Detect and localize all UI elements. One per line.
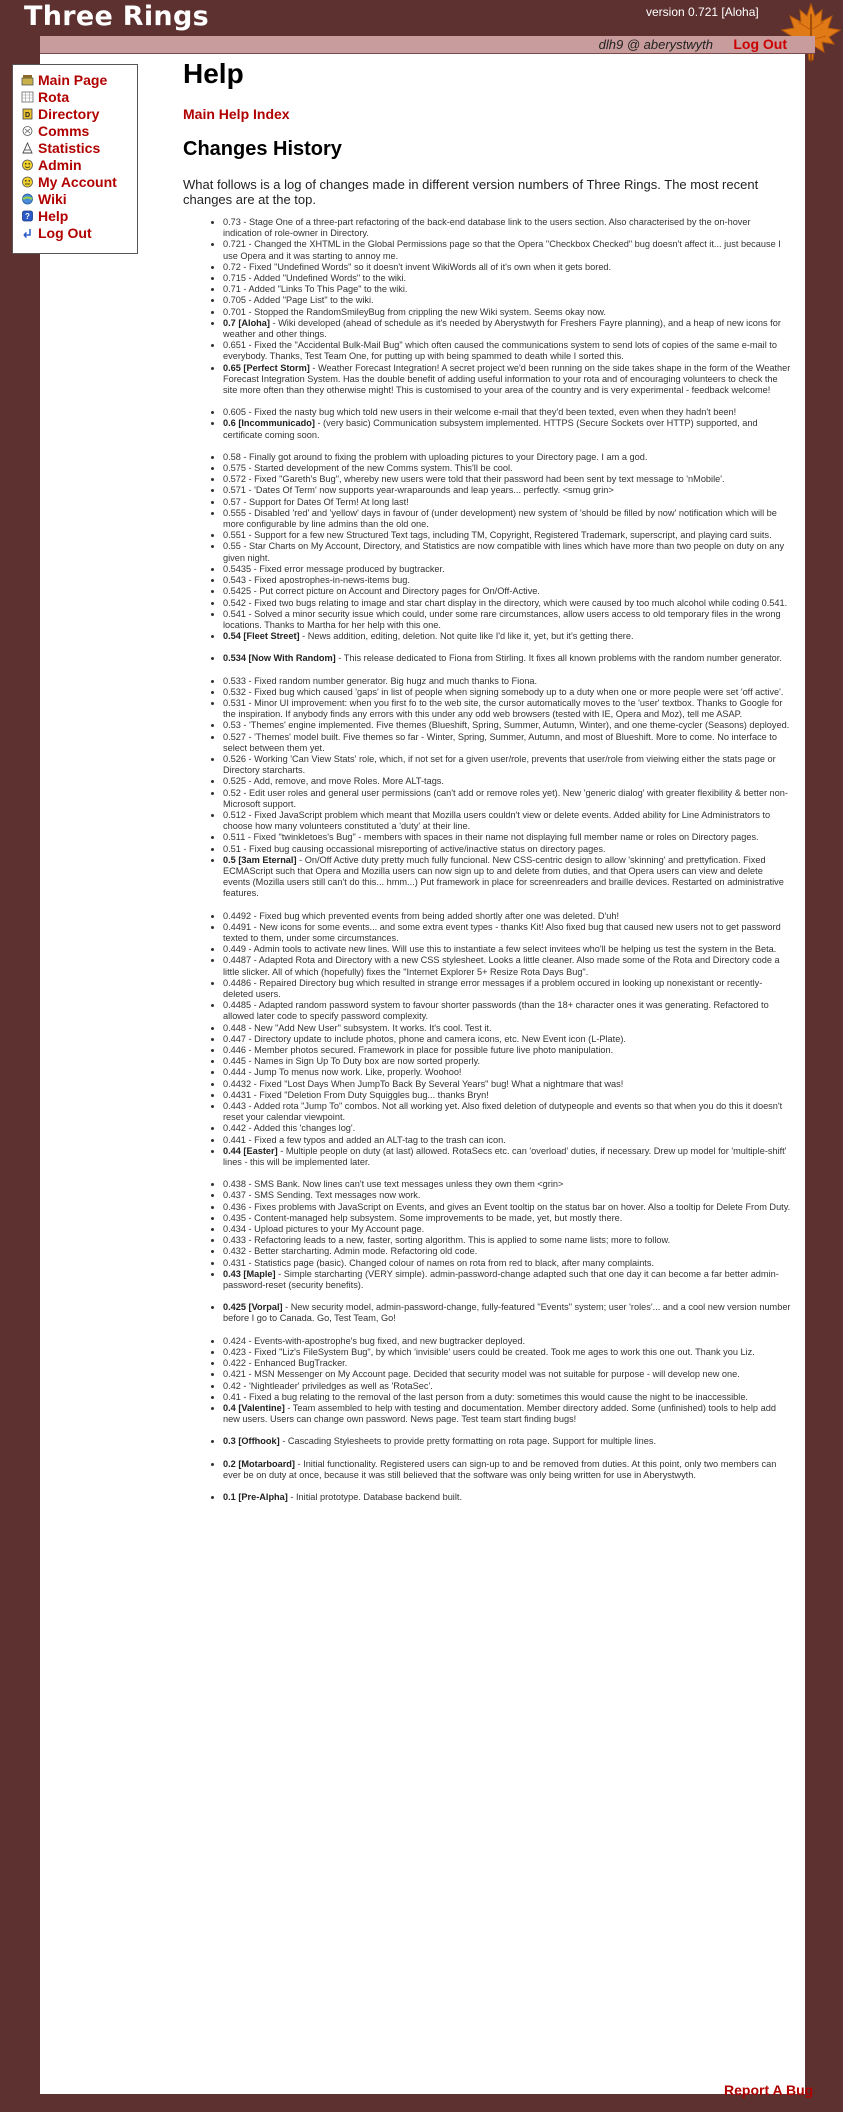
change-item: [223, 810, 791, 832]
change-text: 0.437 - SMS Sending. Text messages now work.: [223, 1190, 421, 1201]
version-name: 0.3 [Offhook]: [223, 1436, 280, 1447]
change-text: 0.4432 - Fixed "Lost Days When JumpTo Back By Several Years" bug! What a nightmare that was!: [223, 1078, 624, 1089]
nav-help[interactable]: [21, 207, 137, 224]
change-text: 0.715 - Added "Undefined Words" to the wiki.: [223, 273, 407, 284]
main-nav: [12, 64, 138, 254]
rota-grid-icon: [21, 91, 34, 103]
change-item: [223, 295, 791, 306]
change-item: [223, 217, 791, 239]
change-text: 0.449 - Admin tools to activate new lines. Will use this to instantiate a few select invitees who'll be helping us test the system in the Beta.: [223, 944, 777, 955]
change-text: 0.57 - Support for Dates Of Term! At long last!: [223, 496, 409, 507]
changes-list: [183, 217, 791, 1503]
home-icon: [21, 74, 34, 86]
change-text: 0.4487 - Adapted Rota and Directory with a new CSS stylesheet. Looks a little cleaner. Also made some of the Rota and Directory code a little slicker. All of which (hopefully) fixes the "Internet Explorer 5+ Resize Rota Days Bug".: [223, 955, 780, 977]
change-text: 0.435 - Content-managed help subsystem. Some improvements to be made, yet, but mostly there.: [223, 1212, 623, 1223]
top-bar: [0, 0, 843, 36]
change-item: [223, 463, 791, 474]
change-text: 0.541 - Solved a minor security issue which could, under some rare circumstances, allow users access to old temporary files in the wrong locations. Thanks to Martha for her help with this one.: [223, 608, 781, 630]
change-text: 0.705 - Added "Page List" to the wiki.: [223, 295, 374, 306]
change-text: 0.431 - Statistics page (basic). Changed colour of names on rota from red to black, after many complaints.: [223, 1257, 655, 1268]
page-title: Help: [183, 58, 244, 89]
change-text: 0.436 - Fixes problems with JavaScript on Events, and gives an Event tooltip on the status bar on hover. Also a tooltip for Delete From Duty.: [223, 1201, 791, 1212]
change-item: [223, 732, 791, 754]
change-text: - Multiple people on duty (at last) allowed. RotaSecs etc. can 'overload' duties, if necessary. Drew up model for 'multiple-shift' lines - this will be implemented later.: [223, 1145, 787, 1168]
change-text: 0.701 - Stopped the RandomSmileyBug from crippling the new Wiki system. Seems okay now.: [223, 306, 606, 317]
nav-log-out[interactable]: [21, 224, 137, 241]
directory-book-icon: [21, 108, 34, 120]
change-text: - News addition, editing, deletion. Not quite like I'd like it, yet, but it's getting there.: [299, 631, 634, 642]
change-text: 0.444 - Jump To menus now work. Like, properly. Woohoo!: [223, 1067, 462, 1078]
change-item: [223, 1056, 791, 1067]
nav-wiki[interactable]: [21, 190, 137, 207]
change-item: [223, 1459, 791, 1481]
change-text: 0.442 - Added this 'changes log'.: [223, 1123, 356, 1134]
wiki-icon: [21, 193, 34, 205]
change-item: [223, 776, 791, 787]
version-name: 0.425 [Vorpal]: [223, 1302, 283, 1313]
change-item: [223, 911, 791, 922]
change-item: [223, 1358, 791, 1369]
change-item: [223, 239, 791, 261]
change-text: 0.5435 - Fixed error message produced by bugtracker.: [223, 563, 445, 574]
change-item: [223, 575, 791, 586]
change-item: [223, 1101, 791, 1123]
nav-admin[interactable]: [21, 156, 137, 173]
change-item: [223, 687, 791, 698]
change-text: 0.446 - Member photos secured. Framework in place for possible future live photo manipulation.: [223, 1045, 614, 1056]
change-item: [223, 1235, 791, 1246]
version-name: 0.54 [Fleet Street]: [223, 631, 300, 642]
change-item: [223, 1269, 791, 1291]
main-content: [183, 54, 791, 1503]
change-text: 0.443 - Added rota "Jump To" combos. Not all working yet. Also fixed deletion of dutypeople and events so that when you do this it doesn't reset your calendar viewpoint.: [223, 1101, 783, 1123]
change-text: - (very basic) Communication subsystem implemented. HTTPS (Secure Sockets over HTTP) supported, and certificate coming soon.: [223, 418, 758, 440]
change-text: 0.433 - Refactoring leads to a new, faster, sorting algorithm. This is applied to some name lists; more to follow.: [223, 1235, 671, 1246]
version-name: 0.1 [Pre-Alpha]: [223, 1491, 288, 1502]
change-item: [223, 788, 791, 810]
nav-label-log-out: Log Out: [38, 224, 92, 241]
change-text: 0.5425 - Put correct picture on Account and Directory pages for On/Off-Active.: [223, 586, 540, 597]
change-text: 0.575 - Started development of the new Comms system. This'll be cool.: [223, 463, 513, 474]
change-item: [223, 1392, 791, 1403]
change-item: [223, 1079, 791, 1090]
change-item: [223, 676, 791, 687]
change-item: [223, 586, 791, 597]
nav-label-statistics: Statistics: [38, 139, 101, 156]
change-item: [223, 698, 791, 720]
change-text: 0.447 - Directory update to include photos, phone and camera icons, etc. New Event icon (L-Plate).: [223, 1033, 626, 1044]
change-text: 0.445 - Names in Sign Up To Duty box are now sorted properly.: [223, 1056, 481, 1067]
change-text: - This release dedicated to Fiona from Stirling. It fixes all known problems with the random number generator.: [335, 653, 782, 664]
nav-label-admin: Admin: [38, 156, 82, 173]
change-item: [223, 1258, 791, 1269]
version-name: 0.534 [Now With Random]: [223, 653, 336, 664]
change-text: - Weather Forecast Integration! A secret project we'd been running on the side takes shape in the form of the Weather Forecast Integration System. Has the double benefit of adding useful information to your rota and of encouraging volunteers to check the site more often than they otherwise might! This is customised to your area of the country and is very experimental - feedback welcome!: [223, 362, 791, 396]
intro-text: What follows is a log of changes made in different version numbers of Three Rings. The most recent changes are at the top.: [183, 177, 759, 207]
nav-label-main-page: Main Page: [38, 71, 108, 88]
report-bug-link[interactable]: Report A Bug: [724, 2082, 814, 2098]
change-item: [223, 1336, 791, 1347]
nav-label-help: Help: [38, 207, 69, 224]
change-item: [223, 530, 791, 541]
change-item: [223, 1023, 791, 1034]
logout-arrow-icon: [21, 227, 34, 239]
current-user: dlh9 @ aberystwyth: [598, 37, 713, 52]
nav-label-my-account: My Account: [38, 173, 117, 190]
change-item: [223, 1213, 791, 1224]
change-item: [223, 1000, 791, 1022]
change-item: [223, 944, 791, 955]
statistics-icon: [21, 142, 34, 154]
version-name: 0.43 [Maple]: [223, 1268, 276, 1279]
change-item: [223, 307, 791, 318]
nav-my-account[interactable]: [21, 173, 137, 190]
nav-label-wiki: Wiki: [38, 190, 67, 207]
change-item: [223, 1246, 791, 1257]
change-item: [223, 273, 791, 284]
change-text: 0.72 - Fixed "Undefined Words" so it doesn't invent WikiWords all of it's own when it gets bored.: [223, 261, 612, 272]
change-text: 0.651 - Fixed the "Accidental Bulk-Mail Bug" which often caused the communications system to send lots of copies of the same e-mail to everybody. Thanks, Test Team One, for putting up with being spammed to death while I sorted this.: [223, 340, 777, 362]
change-text: 0.55 - Star Charts on My Account, Directory, and Statistics are now compatible with lines which have more than two people on duty on any given night.: [223, 541, 785, 563]
version-name: 0.65 [Perfect Storm]: [223, 362, 310, 373]
change-item: [223, 1090, 791, 1101]
change-item: [223, 922, 791, 944]
app-title: Three Rings: [24, 1, 209, 32]
nav-main-page[interactable]: [21, 71, 137, 88]
change-item: [223, 1067, 791, 1078]
change-text: 0.53 - 'Themes' engine implemented. Five themes (Blueshift, Spring, Summer, Autumn, Winter), and one theme-cycler (Seasons) deployed.: [223, 720, 790, 731]
change-text: 0.605 - Fixed the nasty bug which told new users in their welcome e-mail that they'd been texted, even when they hadn't been!: [223, 407, 737, 418]
change-text: 0.571 - 'Dates Of Term' now supports year-wraparounds and leap years... perfectly. <smug grin>: [223, 485, 614, 496]
change-text: 0.4431 - Fixed "Deletion From Duty Squiggles bug... thanks Bryn!: [223, 1089, 489, 1100]
change-item: [223, 1179, 791, 1190]
change-item: [223, 363, 791, 397]
version-name: 0.7 [Aloha]: [223, 317, 270, 328]
change-item: [223, 262, 791, 273]
change-item: [223, 340, 791, 362]
change-text: 0.71 - Added "Links To This Page" to the wiki.: [223, 284, 408, 295]
change-text: - New security model, admin-password-change, fully-featured "Events" system; user 'roles'... and a cool new version number before I go to Canada. Go, Test Team, Go!: [223, 1302, 791, 1324]
svg-text:?: ?: [25, 211, 30, 221]
change-item: [223, 1347, 791, 1358]
change-text: 0.531 - Minor UI improvement: when you first fo to the web site, the cursor automatically moves to the 'user' textbox. Thanks to Google for the inspiration. If anybody finds any errors with this under any odd web browsers (tested with IE, Opera and Moz), tell me ASAP.: [223, 697, 783, 720]
change-text: 0.526 - Working 'Can View Stats' role, which, if not set for a given user/role, prevents that user/role from vieiwing either the stats page or Directory starcharts.: [223, 753, 776, 776]
change-text: - Wiki developed (ahead of schedule as it's needed by Aberystwyth for Freshers Fayre planning), and a heap of new icons for weather and other things.: [223, 317, 781, 340]
change-item: [223, 407, 791, 418]
change-text: 0.432 - Better starcharting. Admin mode. Refactoring old code.: [223, 1246, 478, 1257]
help-icon: [21, 210, 34, 222]
version-name: 0.4 [Valentine]: [223, 1402, 285, 1413]
comms-icon: [21, 125, 34, 137]
version-name: 0.2 [Motarboard]: [223, 1458, 295, 1469]
change-text: - Initial functionality. Registered users can sign-up to and be removed from duties. At this point, only two members can ever be on duty at once, because it was still believed that the software was only being written for use in Aberystwyth.: [223, 1458, 777, 1480]
change-item: [223, 978, 791, 1000]
account-icon: [21, 176, 34, 188]
main-help-index-link[interactable]: Main Help Index: [183, 106, 290, 122]
change-text: 0.551 - Support for a few new Structured Text tags, including TM, Copyright, Registered Trademark, superscript, and playing card suits.: [223, 530, 772, 541]
change-item: [223, 452, 791, 463]
change-item: [223, 1135, 791, 1146]
change-item: [223, 1436, 791, 1447]
change-text: 0.4485 - Adapted random password system to favour shorter passwords (than the 18+ character ones it was generating. Refactored to allowed later code to specify password complexity.: [223, 1000, 769, 1022]
version-name: 0.6 [Incommunicado]: [223, 418, 315, 429]
svg-text:D: D: [24, 111, 31, 119]
change-text: - On/Off Active duty pretty much fully funcional. New CSS-centric design to allow 'skinning' and prettyfication. Fixed ECMAScript such that Opera and Mozilla users can now sign up to and delete from duties, and that Opera users can view and delete events (Mozilla users still can't do this... hmm...) Put framework in place for screenreaders and braille devices. Restarted on administrative features.: [223, 854, 784, 899]
change-text: 0.434 - Upload pictures to your My Account page.: [223, 1224, 425, 1235]
change-item: [223, 418, 791, 440]
change-item: [223, 318, 791, 340]
change-text: 0.4486 - Repaired Directory bug which resulted in strange error messages if a problem occured in looking up nonexistant or recently-deleted users.: [223, 977, 763, 999]
change-item: [223, 508, 791, 530]
change-text: 0.424 - Events-with-apostrophe's bug fixed, and new bugtracker deployed.: [223, 1335, 526, 1346]
change-text: 0.52 - Edit user roles and general user permissions (can't add or remove roles yet). New 'generic dialog' with greater flexibility & better non-Microsoft support.: [223, 787, 788, 809]
change-text: 0.73 - Stage One of a three-part refactoring of the back-end database link to the users section. Also characterised by the on-hover indication of role-owner in Directory.: [223, 217, 751, 239]
change-text: 0.542 - Fixed two bugs relating to image and star chart display in the directory, which were caused by too much alcohol while coding 0.541.: [223, 597, 788, 608]
change-item: [223, 1224, 791, 1235]
change-item: [223, 284, 791, 295]
user-bar: [40, 36, 815, 54]
change-text: 0.421 - MSN Messenger on My Account page. Decided that security model was not suitable for purpose - will develop new one.: [223, 1369, 740, 1380]
change-item: [223, 653, 791, 664]
change-text: 0.543 - Fixed apostrophes-in-news-items bug.: [223, 575, 410, 586]
change-item: [223, 474, 791, 485]
change-text: - Cascading Stylesheets to provide pretty formatting on rota page. Support for multiple lines.: [279, 1436, 657, 1447]
change-item: [223, 844, 791, 855]
change-text: 0.51 - Fixed bug causing occassional misreporting of active/inactive status on directory pages.: [223, 843, 606, 854]
change-text: 0.423 - Fixed "Liz's FileSystem Bug", by which 'invisible' users could be created. Took me ages to work this one out. Thank you Liz.: [223, 1346, 755, 1357]
change-text: 0.555 - Disabled 'red' and 'yellow' days in favour of (under development) new system of 'should be filled by now' notification which will be more configurable by line admins than the old one.: [223, 507, 777, 530]
change-item: [223, 485, 791, 496]
change-item: [223, 1045, 791, 1056]
change-item: [223, 1403, 791, 1425]
change-text: 0.527 - 'Themes' model built. Five themes so far - Winter, Spring, Summer, Autumn, and most of Blueshift. More to come. No interface to select between them yet.: [223, 731, 777, 753]
admin-smiley-icon: [21, 159, 34, 171]
change-item: [223, 855, 791, 900]
change-text: 0.448 - New "Add New User" subsystem. It works. It's cool. Test it.: [223, 1022, 492, 1033]
nav-comms[interactable]: [21, 122, 137, 139]
nav-directory[interactable]: [21, 105, 137, 122]
change-text: 0.4491 - New icons for some events... and some extra event types - thanks Kit! Also fixed bug that caused new users not to get password texted to them, under some circumstances.: [223, 921, 781, 943]
change-item: [223, 955, 791, 977]
change-item: [223, 1034, 791, 1045]
change-item: [223, 1202, 791, 1213]
change-text: 0.41 - Fixed a bug relating to the removal of the last person from a duty: sometimes this would cause the night to be inaccessible.: [223, 1391, 748, 1402]
change-text: 0.512 - Fixed JavaScript problem which meant that Mozilla users couldn't view or delete events. Added ability for Line Administrators to choose how many volunteers constituted a 'duty' at their line.: [223, 809, 771, 832]
section-title: Changes History: [183, 138, 342, 160]
change-text: 0.441 - Fixed a few typos and added an ALT-tag to the trash can icon.: [223, 1134, 506, 1145]
change-text: 0.721 - Changed the XHTML in the Global Permissions page so that the Opera "Checkbox Checked" bug doesn't affect it... just because I use Opera and it was starting to annoy me.: [223, 239, 781, 261]
change-item: [223, 1123, 791, 1134]
change-text: 0.511 - Fixed "twinkletoes's Bug" - members with spaces in their name not displaying full member name or roles on Directory pages.: [223, 832, 759, 843]
change-item: [223, 631, 791, 642]
change-item: [223, 1302, 791, 1324]
change-item: [223, 1146, 791, 1168]
change-item: [223, 1190, 791, 1201]
nav-label-comms: Comms: [38, 122, 90, 139]
logout-link[interactable]: Log Out: [733, 36, 787, 52]
change-text: 0.438 - SMS Bank. Now lines can't use text messages unless they own them <grin>: [223, 1179, 564, 1190]
nav-rota[interactable]: [21, 88, 137, 105]
change-text: 0.533 - Fixed random number generator. Big hugz and much thanks to Fiona.: [223, 675, 538, 686]
nav-label-directory: Directory: [38, 105, 100, 122]
change-item: [223, 541, 791, 563]
change-text: - Simple starcharting (VERY simple). admin-password-change adapted such that one day it can become a far better admin-password-reset (security benefits).: [223, 1268, 779, 1291]
change-item: [223, 832, 791, 843]
version-name: 0.44 [Easter]: [223, 1145, 278, 1156]
change-text: 0.58 - Finally got around to fixing the problem with uploading pictures to your Directory page. I am a god.: [223, 451, 648, 462]
change-text: 0.525 - Add, remove, and move Roles. More ALT-tags.: [223, 776, 444, 787]
nav-statistics[interactable]: [21, 139, 137, 156]
change-text: 0.4492 - Fixed bug which prevented events from being added shortly after one was deleted. D'uh!: [223, 910, 620, 921]
change-text: 0.42 - 'Nightleader' priviledges as well as 'RotaSec'.: [223, 1380, 433, 1391]
change-text: 0.532 - Fixed bug which caused 'gaps' in list of people when signing somebody up to a duty when one or more people were set 'off active'.: [223, 686, 784, 697]
change-item: [223, 1381, 791, 1392]
change-item: [223, 598, 791, 609]
change-item: [223, 754, 791, 776]
change-item: [223, 1369, 791, 1380]
change-item: [223, 564, 791, 575]
version-label: version 0.721 [Aloha]: [646, 5, 759, 19]
change-item: [223, 1492, 791, 1503]
change-item: [223, 720, 791, 731]
change-item: [223, 497, 791, 508]
change-text: - Team assembled to help with testing and documentation. Member directory added. Some (unfinished) tools to help add new users. Users can change own password. News page. Test team start finding bugs!: [223, 1402, 776, 1425]
nav-label-rota: Rota: [38, 88, 70, 105]
change-text: 0.422 - Enhanced BugTracker.: [223, 1358, 348, 1369]
change-text: - Initial prototype. Database backend built.: [287, 1491, 462, 1502]
version-name: 0.5 [3am Eternal]: [223, 854, 297, 865]
change-text: 0.572 - Fixed "Gareth's Bug", whereby new users were told that their password had been sent by text message to 'nMobile'.: [223, 474, 725, 485]
change-item: [223, 609, 791, 631]
